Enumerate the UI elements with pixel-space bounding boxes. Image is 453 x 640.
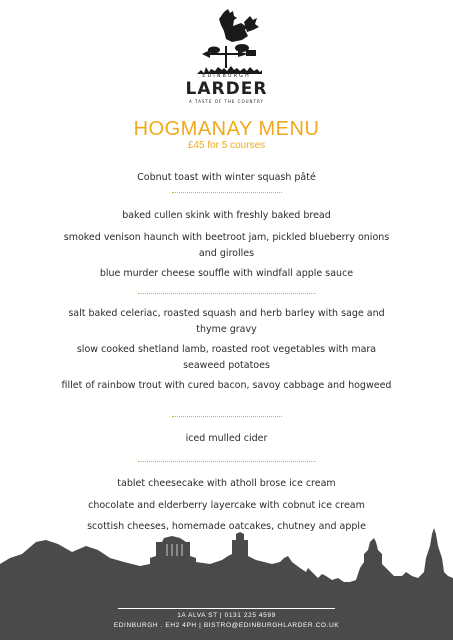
menu-item: iced mulled cider	[185, 433, 268, 444]
footer-rule	[118, 608, 335, 609]
menu-item: smoked venison haunch with beetroot jam, pickled blueberry onions and girolles	[63, 232, 390, 259]
menu-item: blue murder cheese souffle with windfall apple sauce	[99, 268, 354, 279]
brand-name: LARDER	[185, 79, 268, 99]
menu-item: chocolate and elderberry layercake with cobnut ice cream	[88, 500, 365, 511]
brand-tagline: A TASTE OF THE COUNTRY	[189, 99, 264, 104]
menu-price: £45 for 5 courses	[187, 140, 266, 151]
menu-item: salt baked celeriac, roasted squash and herb barley with sage and thyme gravy	[68, 308, 385, 335]
menu-item: scottish cheeses, homemade oatcakes, chutney and apple	[87, 521, 366, 532]
menu-item: baked cullen skink with freshly baked bread	[122, 210, 331, 221]
menu-title: HOGMANAY MENU	[133, 118, 320, 140]
menu-item: tablet cheesecake with atholl brose ice cream	[117, 478, 336, 489]
course-divider	[138, 293, 316, 294]
course-divider	[172, 192, 282, 193]
menu-item: slow cooked shetland lamb, roasted root vegetables with mara seaweed potatoes	[76, 344, 377, 371]
footer-address: 1A ALVA ST | 0131 225 4599	[177, 612, 276, 619]
brand-small-text: EDINBURGH	[202, 73, 251, 79]
menu-item: Cobnut toast with winter squash pâté	[137, 172, 316, 183]
course-divider	[138, 461, 316, 462]
menu-item: fillet of rainbow trout with cured bacon, savoy cabbage and hogweed	[61, 380, 392, 391]
footer-contact: EDINBURGH . EH2 4PH | BISTRO@EDINBURGHLARDER.CO.UK	[113, 622, 340, 629]
course-divider	[172, 416, 282, 417]
